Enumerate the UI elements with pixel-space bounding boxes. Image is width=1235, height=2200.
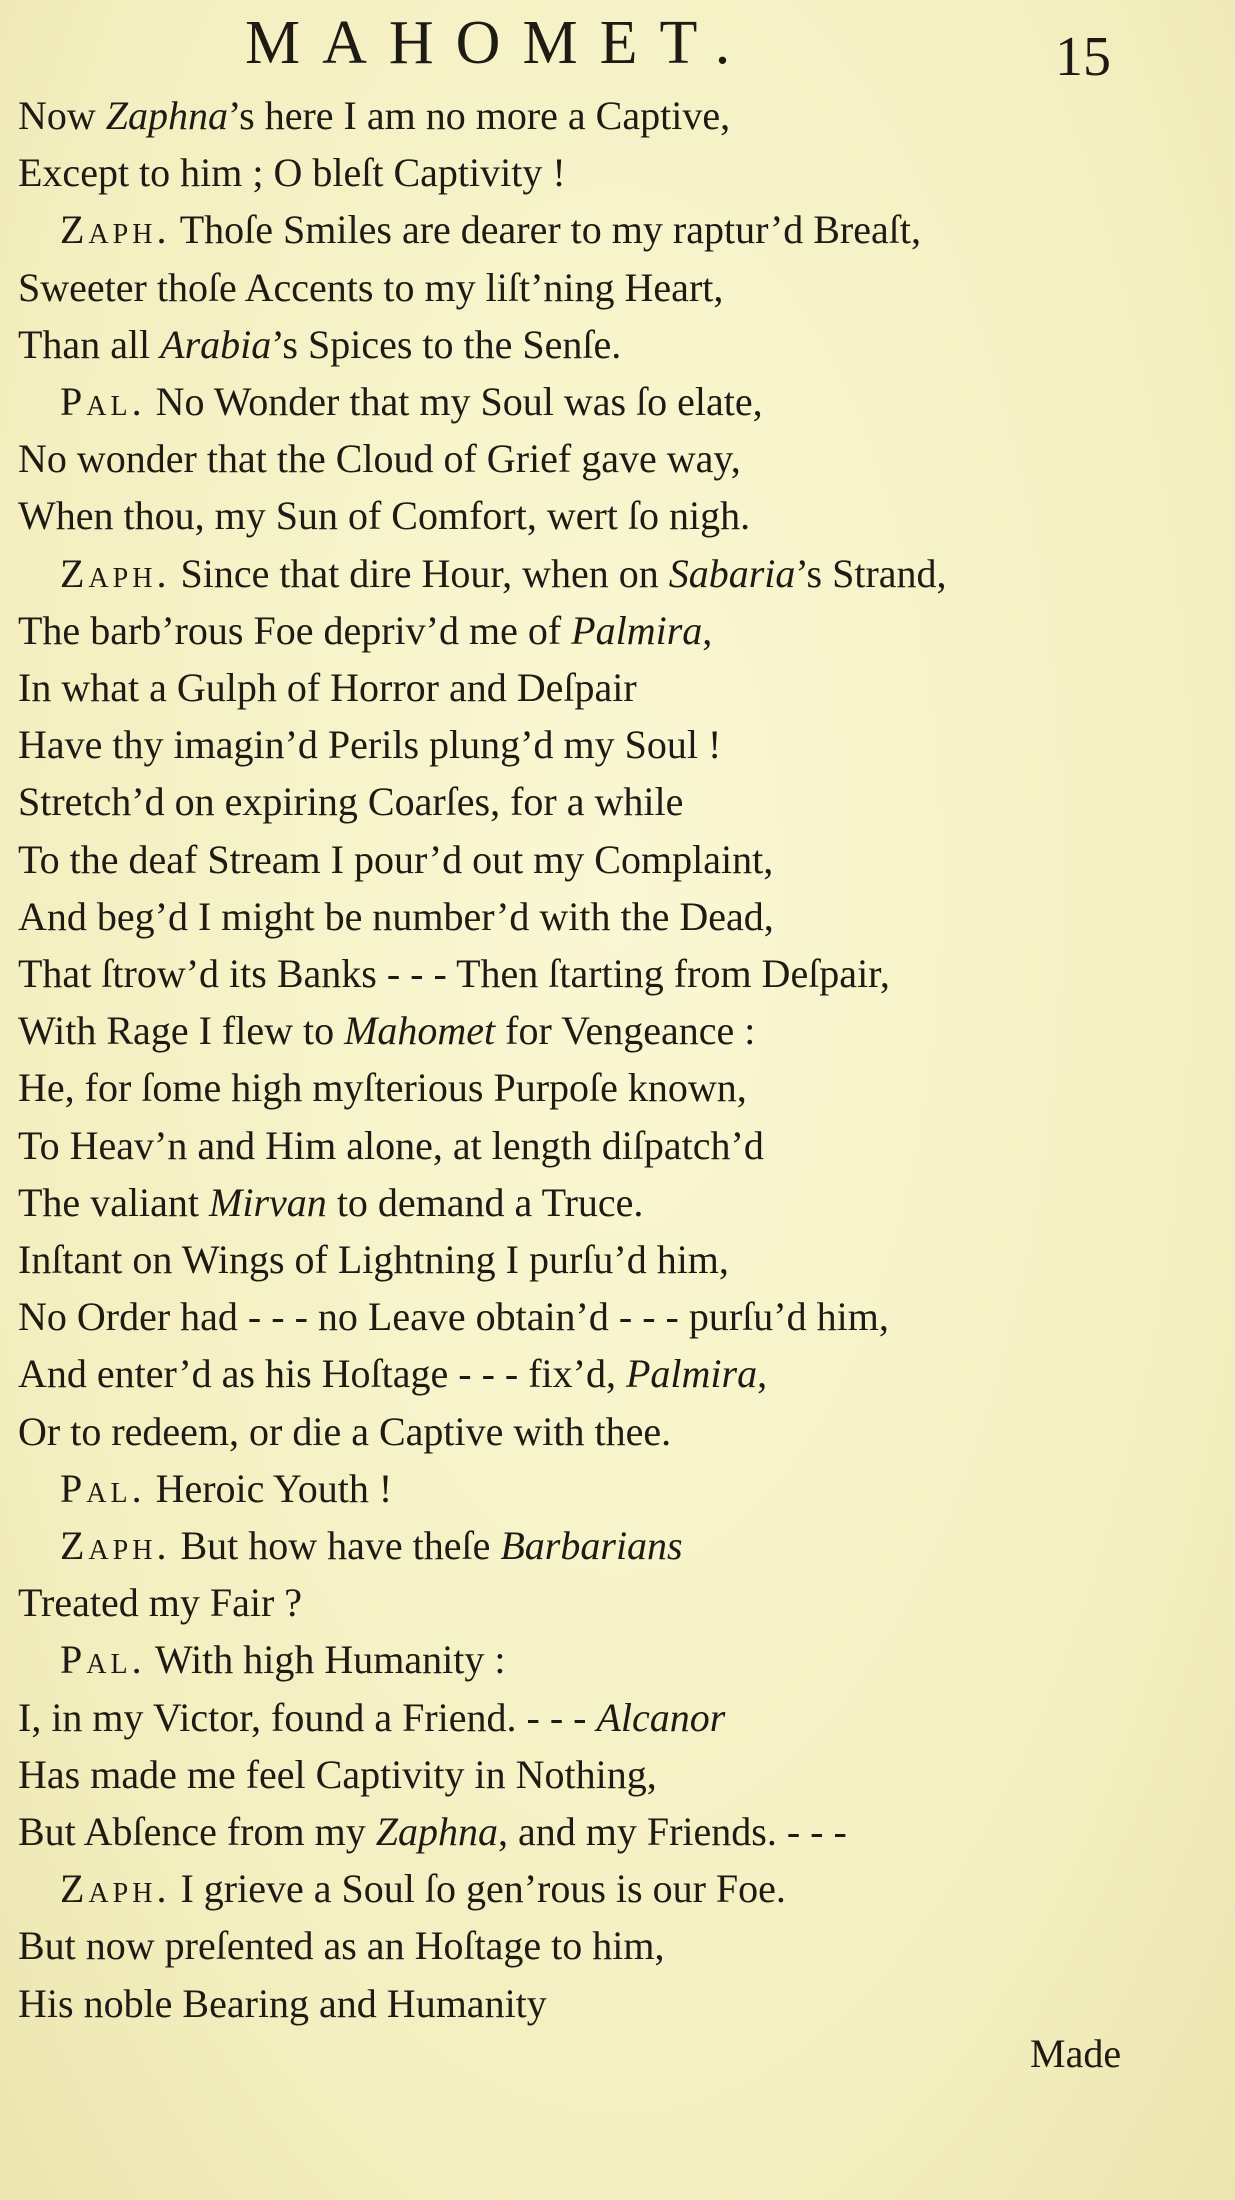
verse-line xyxy=(18,264,723,321)
line-text: ’s Spices to the Senſe. xyxy=(271,321,622,367)
line-text: When thou, my Sun of Comfort, wert ſo nigh. xyxy=(18,493,751,539)
line-text: Since that dire Hour, when on xyxy=(170,550,669,596)
verse-line xyxy=(18,1179,643,1236)
italic-text: Alcanor xyxy=(596,1694,726,1740)
verse-line xyxy=(18,1751,657,1808)
speaker-name: Pal. xyxy=(60,1465,146,1511)
verse-line xyxy=(18,721,721,778)
italic-text: Palmira xyxy=(571,607,703,653)
line-text: No Order had - - - no Leave obtain’d - - - purſu’d him, xyxy=(18,1294,889,1340)
italic-text: Barbarians xyxy=(500,1523,683,1568)
line-text: ’s Strand, xyxy=(795,550,947,596)
verse-line xyxy=(18,1579,302,1636)
line-text: Has made me feel Captivity in Nothing, xyxy=(18,1751,657,1797)
line-text: Treated my Fair ? xyxy=(18,1580,303,1626)
line-text: And beg’d I might be number’d with the Dead, xyxy=(18,893,774,939)
verse-line xyxy=(18,1064,747,1121)
verse-line xyxy=(18,1922,665,1979)
verse-line xyxy=(18,1122,764,1179)
line-text: Have thy imagin’d Perils plung’d my Soul ! xyxy=(18,722,722,768)
line-text: The barb’rous Foe depriv’d me of xyxy=(18,607,572,653)
speaker-name: Zaph. xyxy=(60,1523,171,1568)
line-text: Or to redeem, or die a Captive with thee. xyxy=(18,1408,672,1454)
line-text: Thoſe Smiles are dearer to my raptur’d Breaſt, xyxy=(170,207,921,253)
line-text: Except to him ; O bleſt Captivity ! xyxy=(18,150,566,196)
line-text: But how have theſe xyxy=(170,1523,501,1568)
italic-text: Arabia xyxy=(160,321,272,367)
verse-line xyxy=(18,1694,725,1751)
page-number: 15 xyxy=(1055,26,1111,88)
line-text: ’s here I am no more a Captive, xyxy=(228,93,731,138)
verse-line xyxy=(18,92,730,149)
line-text: In what a Gulph of Horror and Deſpair xyxy=(18,665,637,710)
line-text: The valiant xyxy=(18,1179,210,1225)
line-text: Sweeter thoſe Accents to my liſt’ning Heart, xyxy=(18,264,724,310)
line-text: That ſtrow’d its Banks - - - Then ſtarting from Deſpair, xyxy=(18,951,890,996)
line-text: To the deaf Stream I pour’d out my Complaint, xyxy=(18,836,774,882)
italic-text: Palmira xyxy=(625,1351,758,1397)
line-text: I grieve a Soul ſo gen’rous is our Foe. xyxy=(170,1866,786,1912)
line-text: He, for ſome high myſterious Purpoſe known, xyxy=(18,1065,747,1111)
speaker-name: Zaph. xyxy=(60,550,171,596)
line-text: Inſtant on Wings of Lightning I purſu’d him, xyxy=(18,1237,729,1282)
line-text: , xyxy=(757,1351,768,1397)
italic-text: Zaphna xyxy=(375,1809,498,1854)
verse-line xyxy=(60,1865,786,1922)
verse-line xyxy=(18,950,890,1007)
verse-line xyxy=(18,836,773,893)
speaker-name: Zaph. xyxy=(60,207,171,253)
verse-line xyxy=(60,1465,392,1522)
verse-line xyxy=(18,1408,671,1465)
line-text: Than all xyxy=(18,321,161,367)
line-text: To Heav’n and Him alone, at length diſpatch’d xyxy=(18,1122,764,1168)
verse-line xyxy=(18,1350,767,1407)
verse-line xyxy=(60,1522,683,1579)
verse-line xyxy=(18,664,637,721)
line-text: Stretch’d on expiring Coarſes, for a while xyxy=(18,779,684,825)
line-text: His noble Bearing and Humanity xyxy=(18,1980,547,2026)
verse-line xyxy=(60,378,763,435)
line-text: , and my Friends. - - - xyxy=(497,1809,847,1854)
verse-line xyxy=(18,893,774,950)
line-text: With high Humanity : xyxy=(145,1637,506,1683)
italic-text: Sabaria xyxy=(668,550,796,596)
verse-line xyxy=(18,492,750,549)
verse-line xyxy=(18,1808,847,1865)
line-text: for Vengeance : xyxy=(495,1008,756,1054)
italic-text: Zaphna xyxy=(105,93,229,138)
verse-line xyxy=(60,550,947,607)
verse-line xyxy=(18,149,566,206)
line-text: Heroic Youth ! xyxy=(145,1465,393,1511)
running-title: MAHOMET. xyxy=(245,9,753,77)
line-text: But Abſence from my xyxy=(18,1809,376,1854)
line-text: Now xyxy=(18,93,106,138)
verse-line xyxy=(18,1980,547,2037)
verse-line xyxy=(60,1636,505,1693)
verse-line xyxy=(18,1007,755,1064)
speaker-name: Pal. xyxy=(60,379,146,424)
line-text: No wonder that the Cloud of Grief gave way, xyxy=(18,436,741,482)
line-text: And enter’d as his Hoſtage - - - fix’d, xyxy=(18,1351,626,1397)
verse-line xyxy=(18,778,683,835)
line-text: With Rage I flew to xyxy=(18,1008,345,1054)
verse-line xyxy=(18,1293,889,1350)
verse-line xyxy=(18,435,741,492)
line-text: But now preſented as an Hoſtage to him, xyxy=(18,1923,665,1969)
verse-line xyxy=(60,206,921,263)
line-text: No Wonder that my Soul was ſo elate, xyxy=(145,379,763,424)
speaker-name: Pal. xyxy=(60,1637,146,1683)
speaker-name: Zaph. xyxy=(60,1866,171,1912)
line-text: , xyxy=(702,607,713,653)
line-text: to demand a Truce. xyxy=(326,1179,644,1225)
italic-text: Mahomet xyxy=(344,1008,496,1054)
verse-line xyxy=(18,607,712,664)
verse-line xyxy=(18,321,621,378)
catchword: Made xyxy=(1030,2031,1122,2076)
verse-line xyxy=(18,1236,729,1293)
line-text: I, in my Victor, found a Friend. - - - xyxy=(18,1694,597,1740)
italic-text: Mirvan xyxy=(209,1179,327,1225)
